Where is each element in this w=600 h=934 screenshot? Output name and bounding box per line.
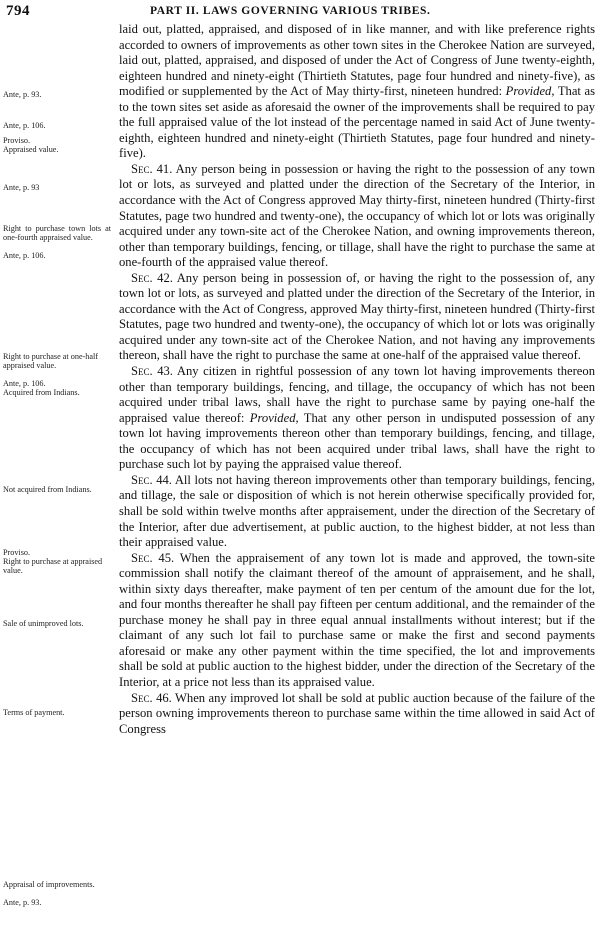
section-number: Sec. 44.: [131, 472, 172, 487]
margin-note: Right to purchase at one-half appraised value.: [3, 352, 99, 370]
body-text: [119, 22, 595, 737]
margin-note: Not acquired from Indians.: [3, 485, 92, 494]
margin-note: Ante, p. 93.: [3, 898, 42, 907]
margin-note: Proviso.: [3, 136, 31, 145]
paragraph: laid out, platted, appraised, and disposed of in like manner, and with like preference rights accorded to owners of improvements as other town sites in the Cherokee Nation are surveyed, laid out, platted, appraised, and disposed of under the Act of Congress of June twenty-eighth, eighteen hundred and ninety-eight (Thirtieth Statutes, page four hundred and ninety-five), as modified or supplemented by the Act of May thirty-first, nineteen hundred: Provided, That as to the town sites set aside as aforesaid the owner of the improvements shall be required to pay the full appraised value of the lot instead of the percentage named in said Act of June twenty-eighth, eighteen hundred and ninety-eight (Thirtieth Statutes, page four hundred and ninety-five).: [119, 22, 595, 161]
margin-note: Appraised value.: [3, 145, 59, 154]
section-46: Sec. 46. When any improved lot shall be sold at public auction because of the failure of the person owning improvements thereon to purchase same within the time allowed in said Act of Congress: [119, 690, 596, 736]
section-43: Sec. 43. Any citizen in rightful possession of any town lot having improvements thereon other than temporary buildings, fencing, and tillage, the occupancy of which has not been acquired under tribal laws, shall have the right to purchase same by paying one-half the appraised value thereof: Provided, That any other person in undisputed possession of any town lot having improvements thereon other than temporary buildings, fencing, and tillage, the occupancy of which has not been acquired under tribal laws, shall have the right to purchase such lot by paying the appraised value thereof.: [119, 364, 596, 472]
margin-note: Appraisal of improvements.: [3, 880, 95, 889]
margin-note: Sale of unimproved lots.: [3, 619, 84, 628]
section-number: Sec. 45.: [131, 550, 175, 565]
section-44: Sec. 44. All lots not having thereon improvements other than temporary buildings, fencing, and tillage, the sale or disposition of which is not herein otherwise specifically provided for, shall be sold within twelve months after appraisement, under the direction of the Secretary of the Interior, after due advertisement, at public auction, to the highest bidder, at not less than their appraised value.: [119, 472, 595, 550]
margin-note: Acquired from Indians.: [3, 388, 80, 397]
section-42: Sec. 42. Any person being in possession of, or having the right to the possession of, any town lot or lots, as surveyed and platted under the direction of the Secretary of the Interior, in accordance with the Act of Congress, approved May thirty-first, nineteen hundred (Thirty-first Statutes, page two hundred and twenty-one), the occupancy of which lot or lots was originally acquired under any town-site act of the Cherokee Nation, and not having any improvements thereon, shall have the right to purchase the same at one-half of the appraised value thereof.: [119, 270, 595, 363]
margin-note: Proviso.: [3, 548, 31, 557]
margin-note: Ante, p. 106.: [3, 251, 46, 260]
margin-note: Ante, p. 93: [3, 183, 40, 192]
margin-note: Ante, p. 93.: [3, 90, 42, 99]
section-41: Sec. 41. Any person being in possession or having the right to the possession of any town lot or lots, as surveyed and platted under the direction of the Secretary of the Interior, in accordance with the Act of Congress approved May thirty-first, nineteen hundred (Thirty-first Statutes, page two hundred and twenty-one), the occupancy of which lot or lots was originally acquired under any town-site act of the Cherokee Nation, and owning improvements thereon, other than temporary buildings, fencing, or tillage, shall have the right to purchase the same at one-fourth of the appraised value thereof.: [119, 161, 595, 270]
section-number: Sec. 42.: [131, 270, 173, 285]
margin-note: Ante, p. 106.: [3, 121, 46, 130]
section-number: Sec. 41.: [131, 161, 173, 176]
running-head: PART II. LAWS GOVERNING VARIOUS TRIBES.: [150, 5, 431, 17]
section-number: Sec. 43.: [131, 364, 173, 379]
section-45: Sec. 45. When the appraisement of any town lot is made and approved, the town-site commission shall notify the claimant thereof of the amount of appraisement, and he shall, within sixty days thereafter, make payment of ten per centum of the amount due for the lot, and four months thereafter he shall pay fifteen per centum additional, and the remainder of the purchase money he shall pay in three equal annual installments without interest; but if the claimant of any such lot fail to purchase same or make the first and second payments aforesaid or make any other payment within the time specified, the lot and improvements shall be sold at public auction to the highest bidder, under the direction of the Secretary of the Interior, at a price not less than its appraised value.: [119, 550, 596, 689]
margin-note: Terms of payment.: [3, 708, 65, 717]
margin-note: Ante, p. 106.: [3, 379, 46, 388]
margin-note: Right to purchase town lots at one-fourth appraised value.: [3, 224, 111, 242]
page-number: 794: [6, 3, 30, 19]
section-number: Sec. 46.: [131, 690, 172, 705]
margin-note: Right to purchase at appraised value.: [3, 557, 103, 575]
